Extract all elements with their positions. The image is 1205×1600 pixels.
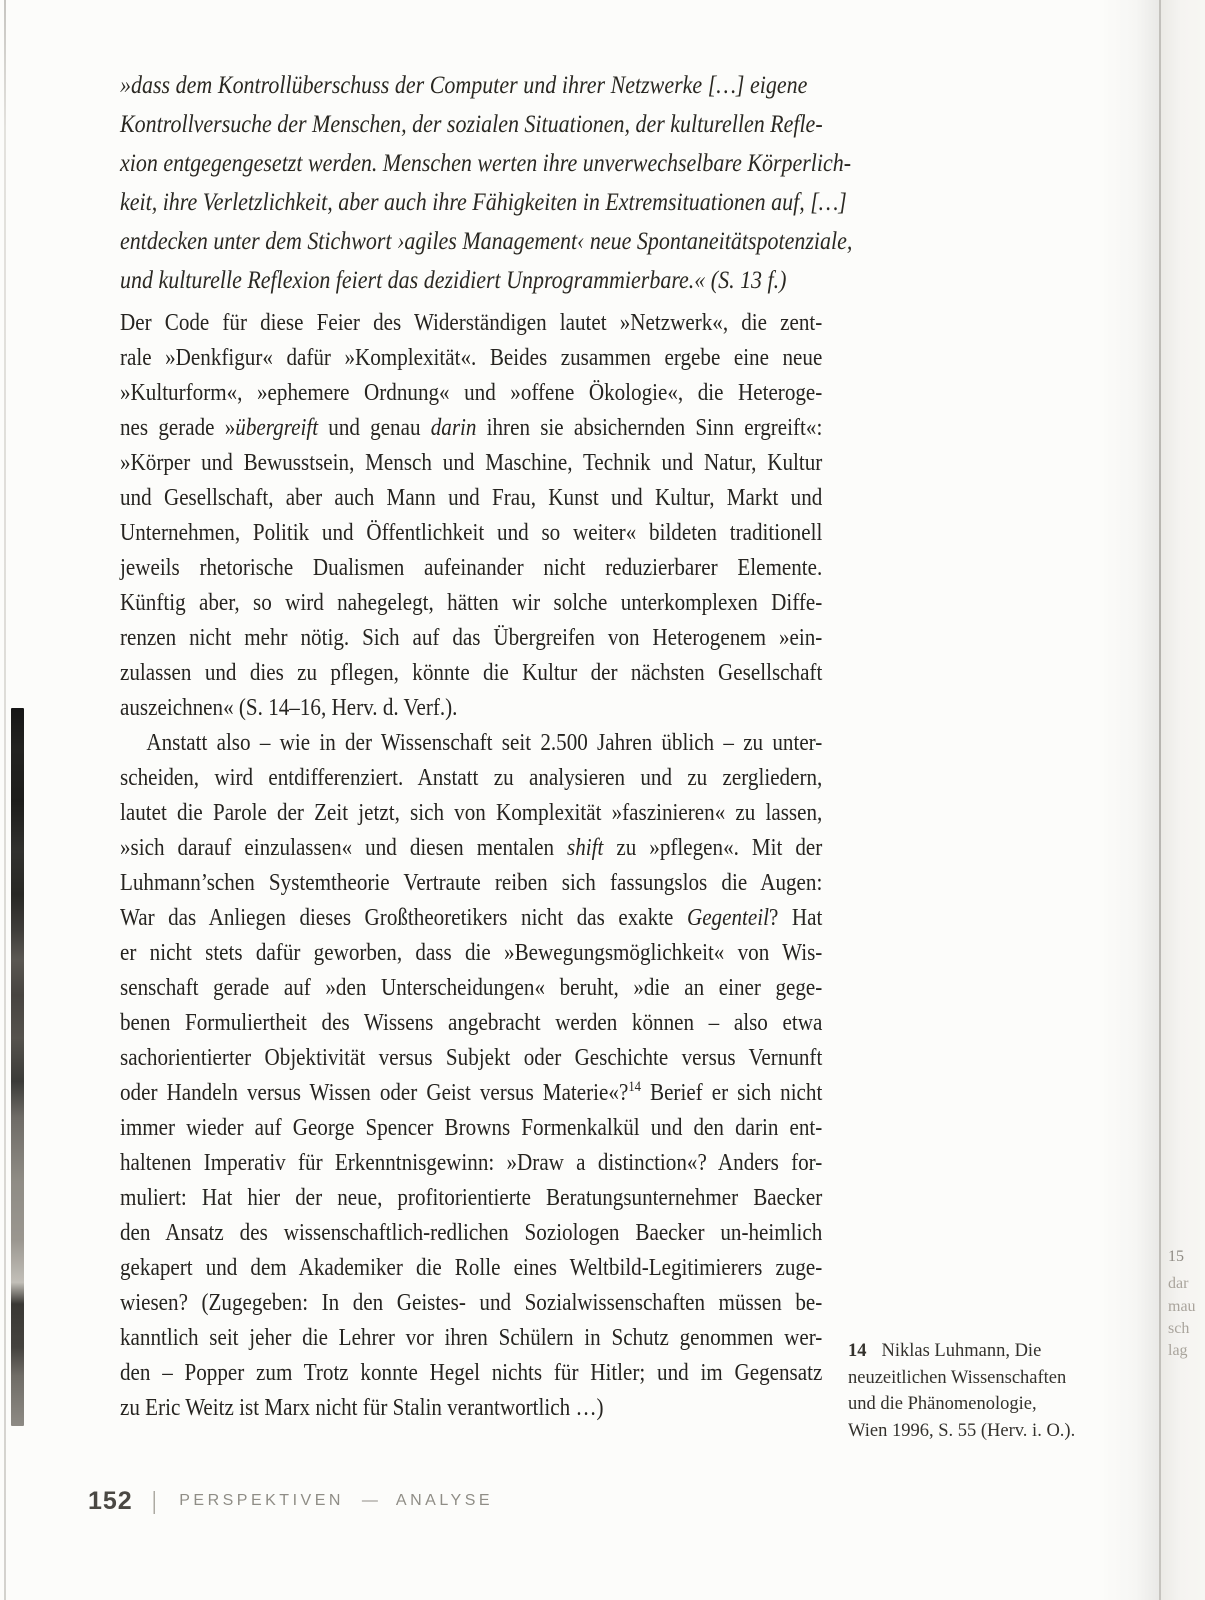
text-segment: auszeichnen« (S. 14–16, Herv. d. Verf.).	[120, 695, 458, 721]
body-line	[120, 831, 822, 866]
footnote-line	[848, 1418, 1083, 1445]
text-segment: jeweils rhetorische Dualismen aufeinander nicht reduzierbarer Elemente.	[120, 555, 823, 581]
body-line	[120, 1111, 822, 1146]
text-segment: zulassen und dies zu pflegen, könnte die Kultur der nächsten Gesellschaft	[120, 660, 823, 686]
text-segment: und die Phänomenologie,	[848, 1394, 1037, 1414]
page-footer	[88, 1484, 493, 1518]
footer-dash: —	[361, 1492, 378, 1509]
text-segment: lautet die Parole der Zeit jetzt, sich von Komplexität »faszinieren« zu lassen,	[120, 800, 823, 826]
text-segment: haltenen Imperativ für Erkenntnisgewinn: »Draw a distinction«? Anders for-	[120, 1150, 823, 1176]
text-segment: und genau	[318, 415, 431, 441]
text-segment: oder Handeln versus Wissen oder Geist versus Materie«?	[120, 1080, 629, 1106]
quote-line: und kulturelle Reflexion feiert das dezidiert Unprogrammierbare.« (S. 13 f.)	[120, 267, 787, 294]
text-segment: muliert: Hat hier der neue, profitorientierte Beratungsunternehmer Baecker	[120, 1185, 823, 1211]
text-segment: zu Eric Weitz ist Marx nicht für Stalin verantwortlich …)	[120, 1395, 604, 1421]
edge-fragment: 15	[1168, 1248, 1184, 1265]
footnote-line	[848, 1338, 1083, 1365]
text-segment: senschaft gerade auf »den Unterscheidungen« beruht, »die an einer gege-	[120, 975, 823, 1001]
text-segment: Luhmann’schen Systemtheorie Vertraute reiben sich fassungslos die Augen:	[120, 870, 823, 896]
text-segment: ihren sie absichernden Sinn ergreift«:	[476, 415, 823, 441]
text-segment: »sich darauf einzulassen« und diesen mentalen	[120, 835, 568, 861]
footer-section-label: PERSPEKTIVEN	[179, 1492, 344, 1509]
footer-separator: |	[152, 1486, 156, 1515]
body-line	[120, 1321, 822, 1356]
body-line	[120, 726, 822, 761]
text-segment: scheiden, wird entdifferenziert. Anstatt zu analysieren und zu zergliedern,	[120, 765, 823, 791]
body-line	[120, 586, 822, 621]
body-line	[120, 306, 822, 341]
text-segment: darin	[430, 415, 477, 441]
body-line	[120, 1356, 822, 1391]
quote-line: keit, ihre Verletzlichkeit, aber auch ihre Fähigkeiten in Extremsituationen auf, […]	[120, 189, 847, 216]
text-segment: shift	[567, 835, 604, 861]
text-segment: sachorientierter Objektivität versus Subjekt oder Geschichte versus Vernunft	[120, 1045, 823, 1071]
body-line	[120, 341, 822, 376]
body-line	[120, 551, 822, 586]
body-line	[120, 761, 822, 796]
text-segment: neuzeitlichen Wissenschaften	[848, 1367, 1067, 1388]
footnote-14	[848, 1338, 1083, 1444]
quote-line: entdecken unter dem Stichwort ›agiles Management‹ neue Spontaneitätspotenziale,	[120, 228, 853, 255]
footnote-marker: 14	[848, 1341, 867, 1361]
text-segment: renzen nicht mehr nötig. Sich auf das Übergreifen von Heterogenem »ein-	[120, 625, 823, 651]
body-line	[120, 1041, 822, 1076]
adjacent-page-sliver	[1161, 0, 1205, 1600]
text-segment: nes gerade »	[120, 415, 236, 441]
text-segment: kanntlich seit jeher die Lehrer vor ihren Schülern in Schutz genommen wer-	[120, 1325, 823, 1351]
edge-fragment: dar	[1168, 1275, 1189, 1292]
text-segment: Wien 1996, S. 55 (Herv. i. O.).	[848, 1420, 1076, 1441]
text-segment: benen Formuliertheit des Wissens angebracht werden können – also etwa	[120, 1010, 823, 1036]
footnote-line	[848, 1365, 1083, 1392]
text-segment: ? Hat	[768, 905, 823, 931]
text-segment: »Körper und Bewusstsein, Mensch und Maschine, Technik und Natur, Kultur	[120, 450, 823, 476]
body-line	[120, 1181, 822, 1216]
body-line	[120, 901, 822, 936]
block-quote	[120, 66, 902, 300]
quote-line: xion entgegengesetzt werden. Menschen werten ihre unverwechselbare Körperlich-	[120, 150, 852, 177]
body-line	[120, 376, 822, 411]
edge-fragment: sch	[1168, 1320, 1190, 1337]
text-segment: und Gesellschaft, aber auch Mann und Frau, Kunst und Kultur, Markt und	[120, 485, 823, 511]
body-line	[120, 1216, 822, 1251]
body-line	[120, 1251, 822, 1286]
text-segment: Gegenteil	[686, 905, 769, 931]
text-segment: den – Popper zum Trotz konnte Hegel nichts für Hitler; und im Gegensatz	[120, 1360, 823, 1386]
footnote-reference: 14	[628, 1079, 641, 1095]
body-line	[120, 446, 822, 481]
text-segment: Unternehmen, Politik und Öffentlichkeit und so weiter« bildeten traditionell	[120, 520, 823, 546]
body-line	[120, 866, 822, 901]
body-line	[120, 691, 822, 726]
text-segment: übergreift	[235, 415, 319, 441]
text-segment: Niklas Luhmann, Die	[881, 1341, 1042, 1361]
footer-subsection-label: ANALYSE	[395, 1492, 494, 1509]
left-page-edge-line	[4, 0, 6, 1600]
body-line	[120, 481, 822, 516]
text-segment: Künftig aber, so wird nahegelegt, hätten wir solche unterkomplexen Diffe-	[120, 590, 823, 616]
text-segment: Berief er sich nicht	[640, 1080, 823, 1106]
body-line	[120, 1391, 822, 1426]
photo-strip-bleed	[11, 708, 24, 1426]
body-line	[120, 656, 822, 691]
footnote-line	[848, 1391, 1083, 1418]
body-line	[120, 621, 822, 656]
body-line	[120, 1006, 822, 1041]
quote-line: »dass dem Kontrollüberschuss der Computer und ihrer Netzwerke […] eigene	[120, 72, 808, 99]
gutter-shadow	[1100, 0, 1159, 1600]
quote-line: Kontrollversuche der Menschen, der sozialen Situationen, der kulturellen Refle-	[120, 111, 823, 138]
page-number: 152	[88, 1486, 133, 1515]
body-text	[120, 306, 919, 1426]
text-segment: immer wieder auf George Spencer Browns Formenkalkül und den darin ent-	[120, 1115, 823, 1141]
body-line	[120, 796, 822, 831]
text-segment: Der Code für diese Feier des Widerständigen lautet »Netzwerk«, die zent-	[120, 310, 823, 336]
body-line	[120, 411, 822, 446]
text-segment: zu »pflegen«. Mit der	[603, 835, 823, 861]
text-segment: »Kulturform«, »ephemere Ordnung« und »offene Ökologie«, die Heteroge-	[120, 380, 823, 406]
body-line	[120, 1146, 822, 1181]
body-line	[120, 516, 822, 551]
body-line	[120, 936, 822, 971]
body-line	[120, 971, 822, 1006]
text-segment: wiesen? (Zugegeben: In den Geistes- und Sozialwissenschaften müssen be-	[120, 1290, 823, 1316]
text-segment: er nicht stets dafür geworben, dass die »Bewegungsmöglichkeit« von Wis-	[120, 940, 823, 966]
edge-fragment: lag	[1168, 1342, 1188, 1359]
text-segment: Anstatt also – wie in der Wissenschaft seit 2.500 Jahren üblich – zu unter-	[146, 730, 823, 756]
body-line	[120, 1286, 822, 1321]
edge-fragment: mau	[1168, 1298, 1196, 1315]
body-line	[120, 1076, 822, 1111]
text-segment: rale »Denkfigur« dafür »Komplexität«. Beides zusammen ergebe eine neue	[120, 345, 823, 371]
text-segment: gekapert und dem Akademiker die Rolle eines Weltbild-Legitimierers zuge-	[120, 1255, 823, 1281]
text-segment: den Ansatz des wissenschaftlich-redlichen Soziologen Baecker un-heimlich	[120, 1220, 823, 1246]
text-segment: War das Anliegen dieses Großtheoretikers nicht das exakte	[120, 905, 687, 931]
